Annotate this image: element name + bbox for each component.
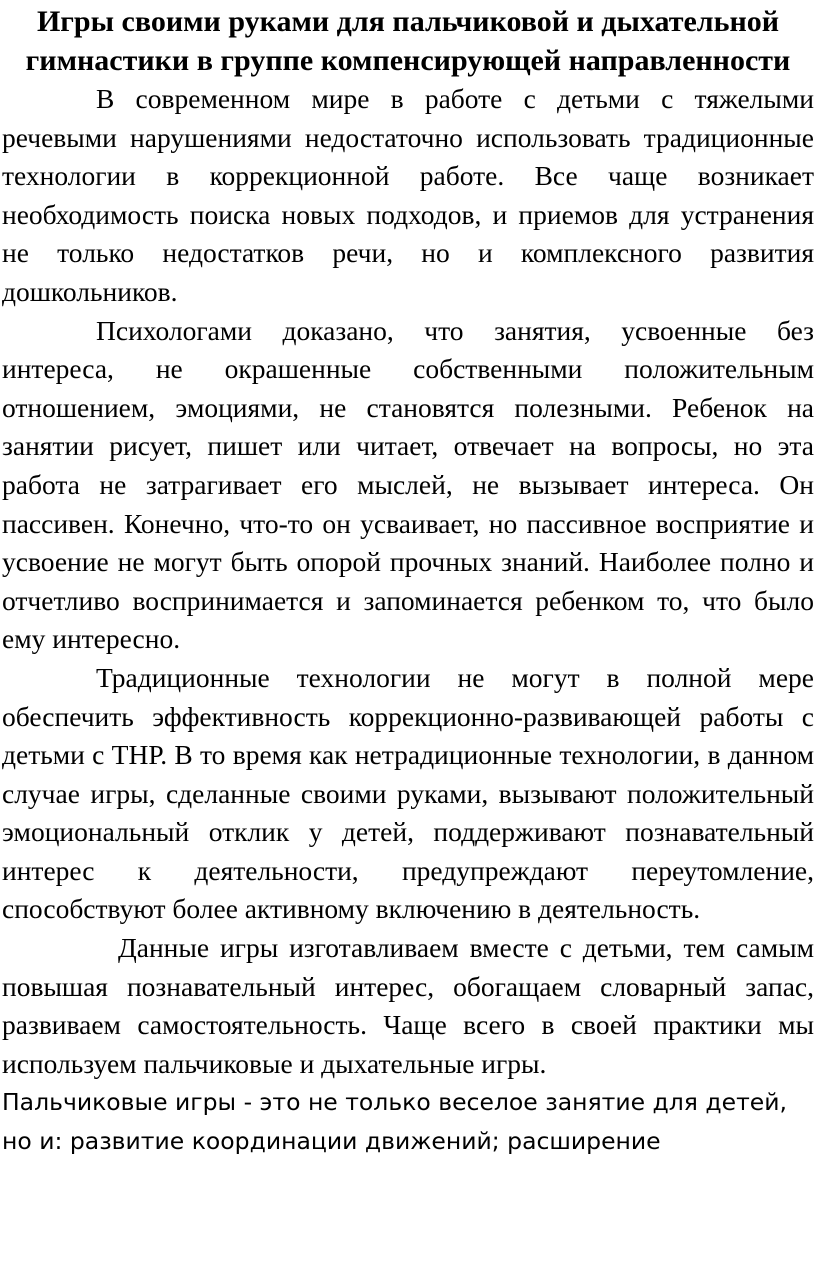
document-title: Игры своими руками для пальчиковой и дыхательной гимнастики в группе компенсирующей направленности [25,5,791,77]
paragraph-5: Пальчиковые игры - это не только веселое занятие для детей, но и: развитие координации движений; расширение [2,1088,787,1156]
paragraph-3: Традиционные технологии не могут в полной мере обеспечить эффективность коррекционно-развивающей работы с детьми с ТНР. В то время как нетрадиционные технологии, в данном случае игры, сделанные своими руками, вызывают положительный эмоциональный отклик у детей, поддерживают познавательный интерес к деятельности, предупреждают переутомление, способствуют более активному включению в деятельность. [2,661,814,925]
paragraph-1: В современном мире в работе с детьми с тяжелыми речевыми нарушениями недостаточно использовать традиционные технологии в коррекционной работе. Все чаще возникает необходимость поиска новых подходов, и приемов для устранения не только недостатков речи, но и комплексного развития дошкольников. [2,83,814,307]
paragraph-2: Психологами доказано, что занятия, усвоенные без интереса, не окрашенные собственными положительным отношением, эмоциями, не становятся полезными. Ребенок на занятии рисует, пишет или читает, отвечает на вопросы, но эта работа не затрагивает его мыслей, не вызывает интереса. Он пассивен. Конечно, что-то он усваивает, но пассивное восприятие и усвоение не могут быть опорой прочных знаний. Наиболее полно и отчетливо воспринимается и запоминается ребенком то, что было ему интересно. [2,314,814,655]
paragraph-4: Данные игры изготавливаем вместе с детьми, тем самым повышая познавательный интерес, обогащаем словарный запас, развиваем самостоятельность. Чаще всего в своей практики мы используем пальчиковые и дыхательные игры. [2,932,814,1079]
